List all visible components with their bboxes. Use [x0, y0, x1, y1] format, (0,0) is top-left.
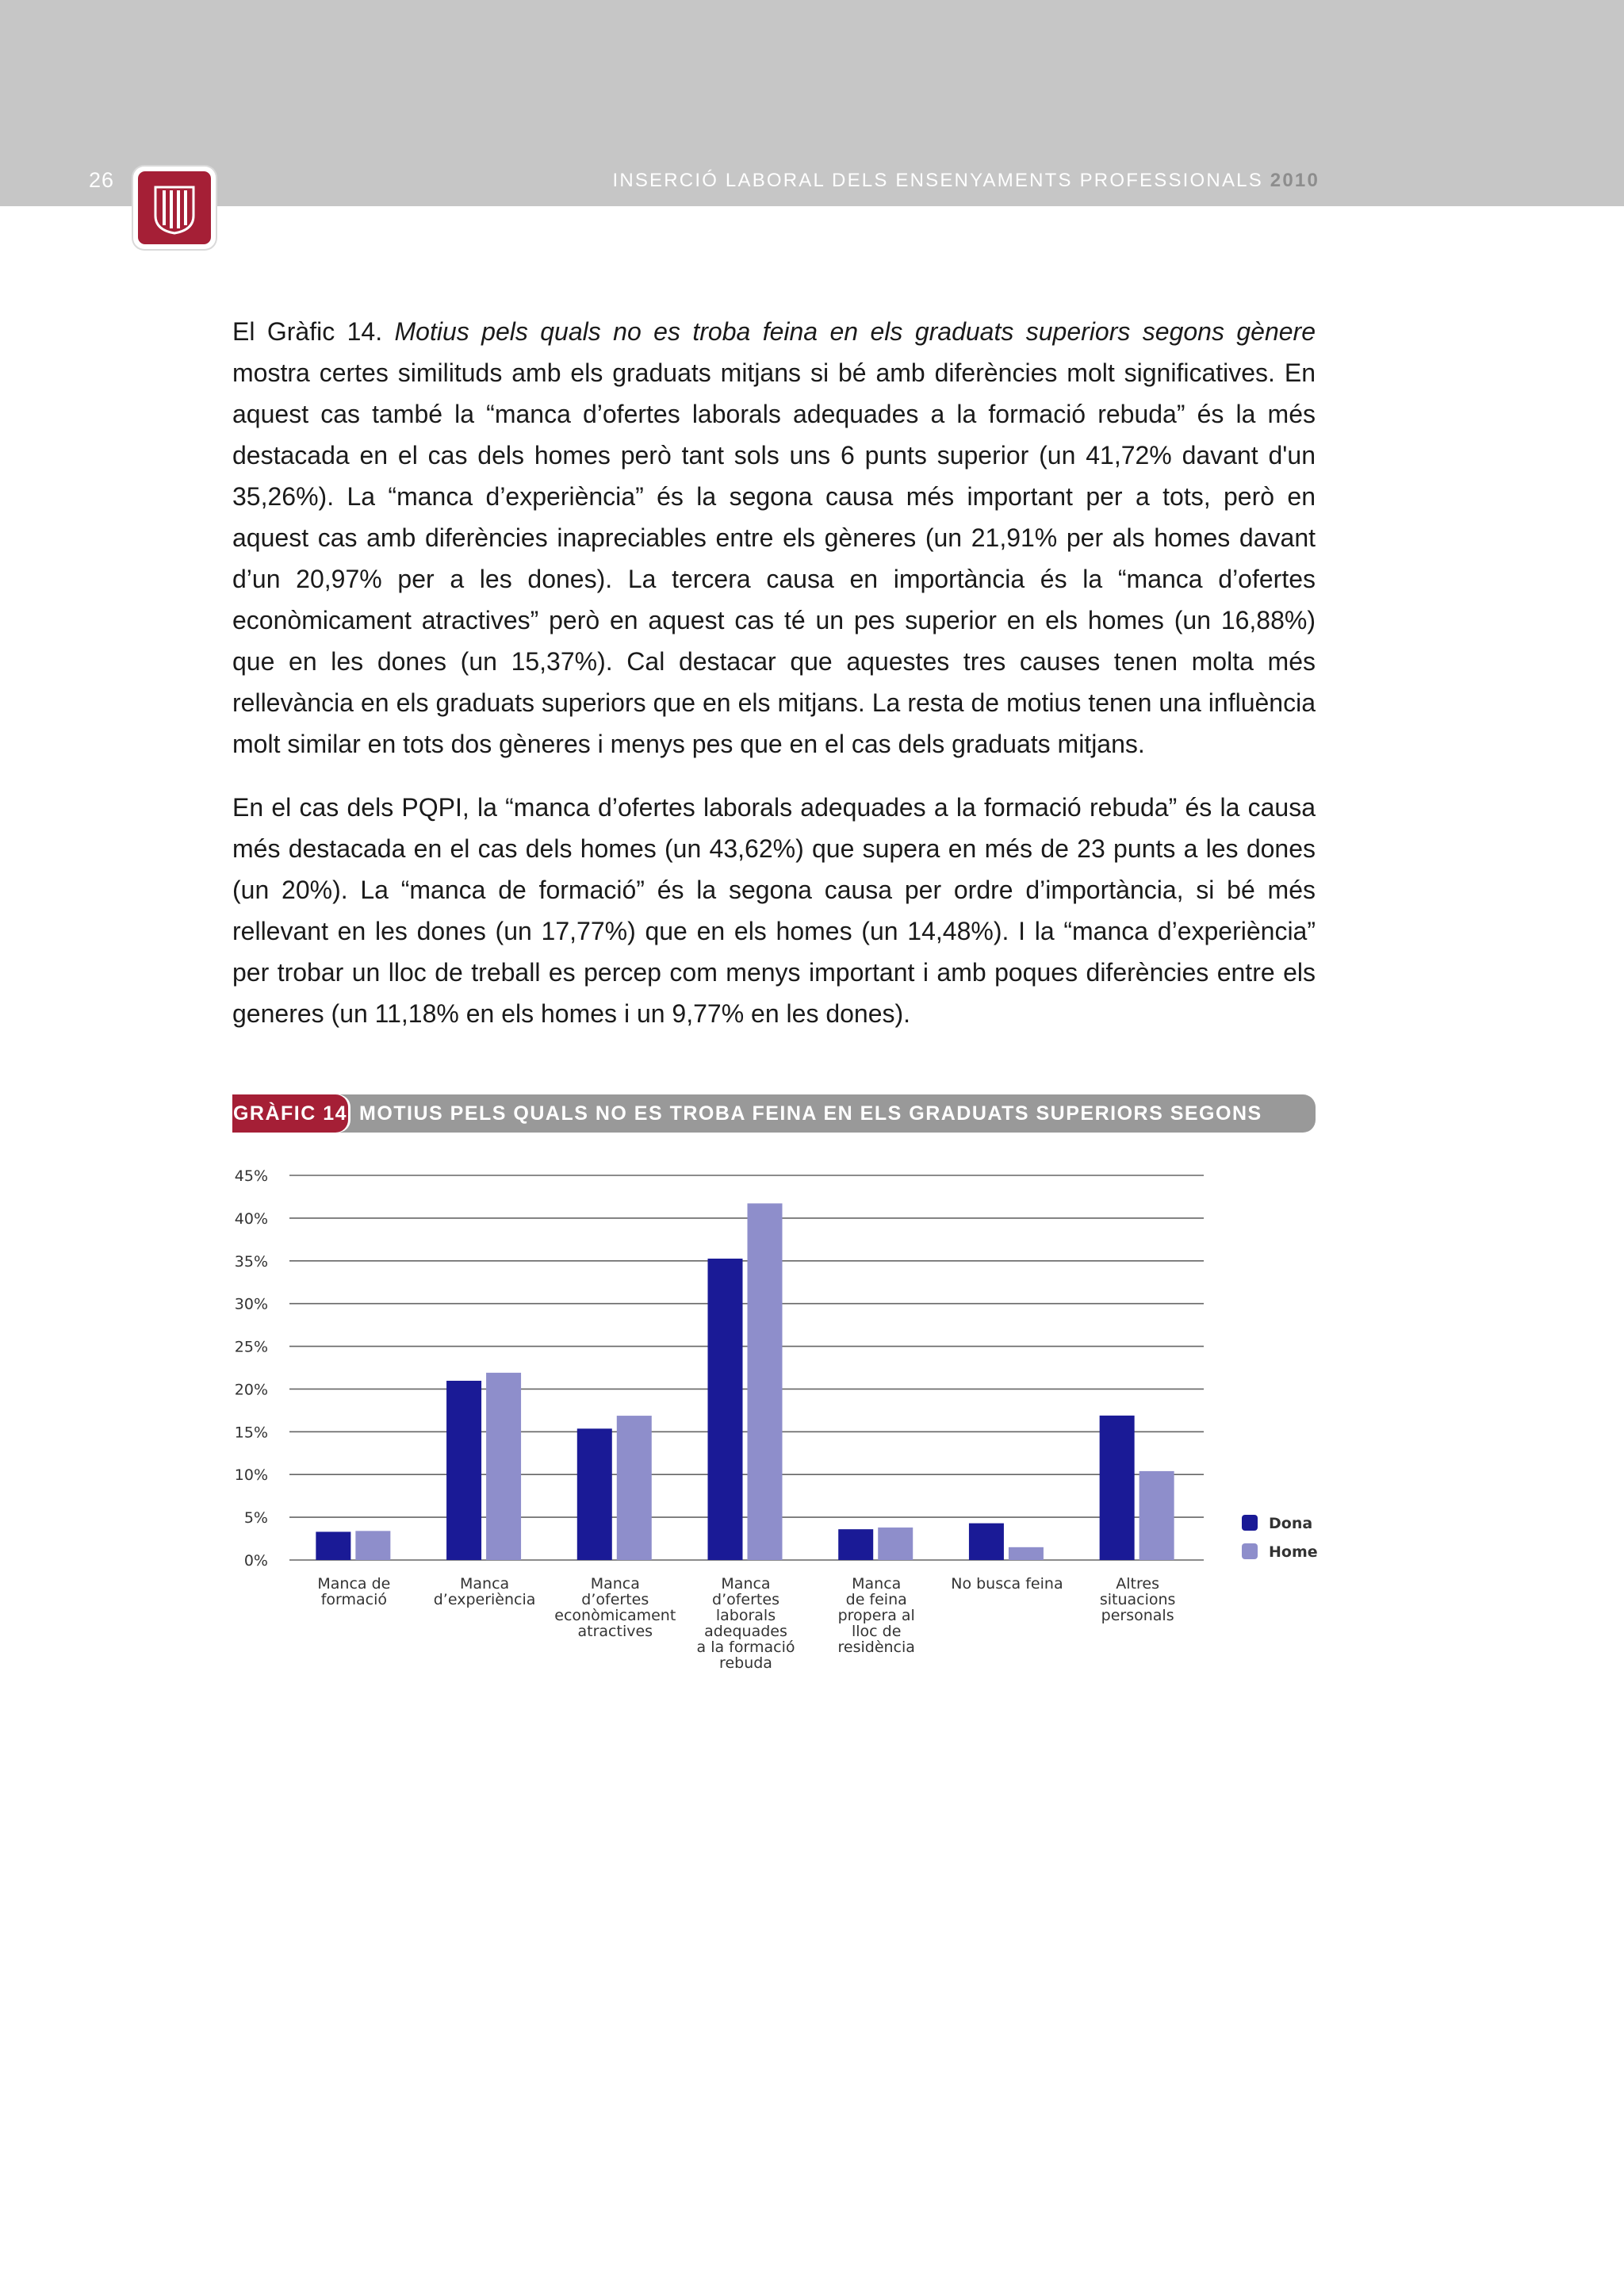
- y-tick-label: 30%: [234, 1295, 268, 1313]
- x-tick-label: [838, 1575, 915, 1656]
- x-tick-label-line: Manca: [852, 1575, 902, 1593]
- bar-home: [748, 1203, 783, 1560]
- x-tick-label-line: Manca: [721, 1575, 771, 1593]
- x-tick-label-line: d’ofertes: [581, 1591, 649, 1608]
- y-tick-label: 15%: [234, 1424, 268, 1442]
- bar-chart: [214, 1150, 1340, 1705]
- x-tick-label-line: rebuda: [719, 1654, 772, 1672]
- page-number: 26: [89, 168, 115, 192]
- x-tick-label-line: Manca de: [317, 1575, 391, 1593]
- figure-title-bar: [232, 1094, 1316, 1163]
- legend-swatch-dona: [1242, 1515, 1258, 1531]
- x-tick-label-line: Manca: [459, 1575, 510, 1593]
- x-tick-label-line: a la formació: [696, 1639, 795, 1656]
- y-tick-label: 10%: [234, 1466, 268, 1485]
- x-tick-label-line: Altres: [1116, 1575, 1160, 1593]
- y-tick-label: 35%: [234, 1252, 268, 1271]
- legend-label-dona: Dona: [1269, 1515, 1313, 1532]
- body-text: [232, 311, 1316, 1056]
- bar-dona: [838, 1529, 873, 1560]
- bar-dona: [316, 1531, 350, 1560]
- x-tick-label: [554, 1575, 676, 1640]
- x-tick-label-line: d’experiència: [433, 1591, 536, 1608]
- x-tick-label: [951, 1575, 1063, 1593]
- y-tick-label: 5%: [243, 1509, 268, 1527]
- bar-dona: [577, 1428, 612, 1560]
- x-tick-label-line: adequades: [704, 1623, 787, 1640]
- x-tick-label-line: econòmicament: [554, 1607, 676, 1624]
- y-tick-label: 25%: [234, 1338, 268, 1356]
- paragraph-2: En el cas dels PQPI, la “manca d’ofertes laborals adequades a la formació rebuda” és la causa més destacada en el cas dels homes (un 43,62%) que supera en més de 23 punts a les dones (un 20%). La “manca de formació” és la segona causa per ordre d’importància, si bé més rellevant en les dones (un 17,77%) que en els homes (un 14,48%). I la “manca d’experiència” per trobar un lloc de treball es percep com menys important i amb poques diferències entre els generes (un 11,18% en els homes i un 9,77% en les dones).: [232, 793, 1316, 1028]
- figure-label: GRÀFIC 14: [232, 1094, 348, 1133]
- y-tick-label: 20%: [234, 1381, 268, 1399]
- running-title-text: INSERCIÓ LABORAL DELS ENSENYAMENTS PROFESSIONALS: [612, 170, 1263, 191]
- x-tick-label-line: formació: [320, 1591, 388, 1608]
- bar-dona: [1100, 1416, 1135, 1560]
- paragraph-1: [232, 311, 1316, 765]
- x-tick-label-line: propera al: [837, 1607, 915, 1624]
- figure-caption: MOTIUS PELS QUALS NO ES TROBA FEINA EN ELS GRADUATS SUPERIORS SEGONS GÈNERE: [359, 1102, 1262, 1163]
- x-tick-label-line: Manca: [590, 1575, 640, 1593]
- x-tick-label-line: d’ofertes: [712, 1591, 779, 1608]
- y-tick-label: 45%: [234, 1167, 268, 1185]
- bar-dona: [446, 1381, 481, 1560]
- legend-swatch-home: [1242, 1543, 1258, 1559]
- bar-home: [1139, 1471, 1174, 1560]
- x-tick-label-line: laborals: [715, 1607, 776, 1624]
- x-tick-label: [317, 1575, 390, 1608]
- x-tick-label-line: situacions: [1099, 1591, 1176, 1608]
- x-tick-label-line: personals: [1101, 1607, 1174, 1624]
- x-tick-label-line: de feina: [845, 1591, 907, 1608]
- bar-home: [355, 1531, 390, 1560]
- p1-italic-title: Motius pels quals no es troba feina en els graduats superiors segons gènere: [394, 317, 1316, 346]
- x-tick-label: [434, 1575, 536, 1608]
- bar-home: [617, 1416, 652, 1560]
- bar-dona: [708, 1259, 743, 1560]
- y-tick-label: 0%: [243, 1552, 268, 1570]
- running-title-year: 2010: [1270, 170, 1320, 191]
- bar-home: [486, 1373, 521, 1560]
- x-tick-label: [1100, 1575, 1176, 1624]
- bar-dona: [969, 1524, 1004, 1560]
- bar-home: [1009, 1547, 1044, 1560]
- legend-label-home: Home: [1269, 1543, 1318, 1561]
- p1-rest: mostra certes similituds amb els graduats mitjans si bé amb diferències molt significatives. En aquest cas també la “manca d’ofertes laborals adequades a la formació rebuda” és la més destacada en el cas dels homes però tant sols uns 6 punts superior (un 41,72% davant d'un 35,26%). La “manca d’experiència” és la segona causa més important per a tots, però en aquest cas amb diferències inapreciables entre els gèneres (un 21,91% per als homes davant d’un 20,97% per a les dones). La tercera causa en importància és la “manca d’ofertes econòmicament atractives” però en aquest cas té un pes superior en els homes (un 16,88%) que en les dones (un 15,37%). Cal destacar que aquestes tres causes tenen molta més rellevància en els graduats superiors que en els mitjans. La resta de motius tenen una influència molt similar en tots dos gèneres i menys pes que en el cas dels graduats mitjans.: [232, 358, 1316, 758]
- x-tick-label: [697, 1575, 795, 1672]
- p1-start: El Gràfic 14.: [232, 317, 395, 346]
- generalitat-logo-icon: [133, 167, 216, 249]
- x-tick-label-line: lloc de: [852, 1623, 902, 1640]
- running-title: [612, 170, 1320, 192]
- x-tick-label-line: No busca feina: [951, 1575, 1063, 1593]
- y-tick-label: 40%: [234, 1209, 268, 1228]
- bar-home: [878, 1527, 913, 1560]
- x-tick-label-line: residència: [837, 1639, 915, 1656]
- x-tick-label-line: atractives: [577, 1623, 653, 1640]
